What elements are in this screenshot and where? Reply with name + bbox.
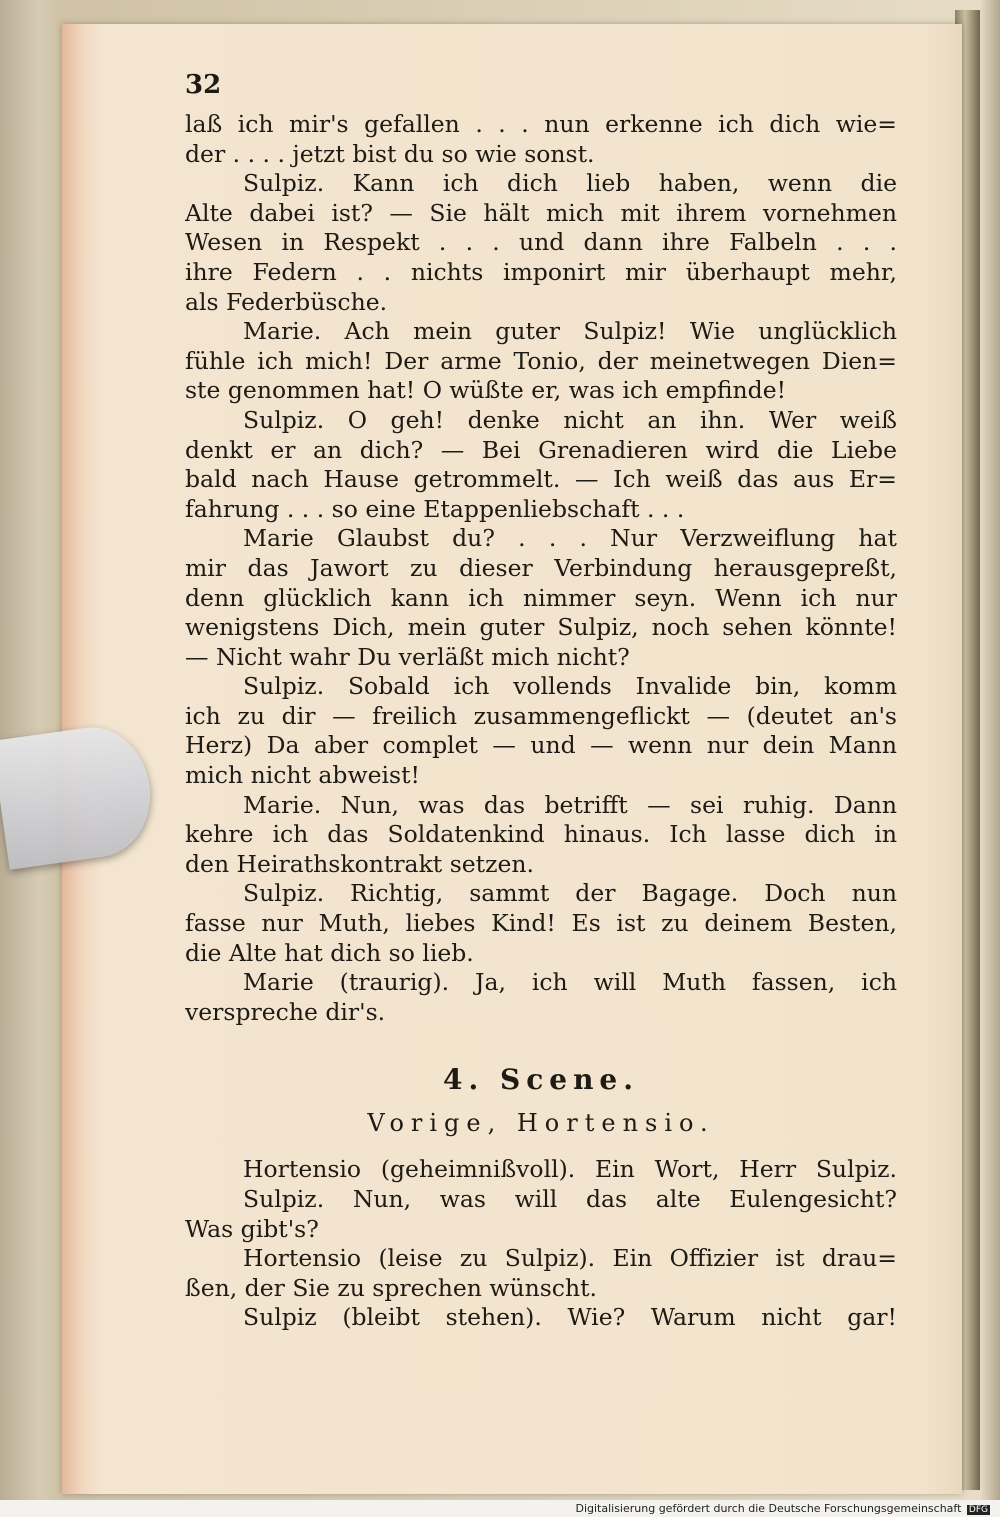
text-line: kehre ich das Soldatenkind hinaus. Ich lasse dich in [185, 820, 897, 849]
text-line: Alte dabei ist? — Sie hält mich mit ihrem vornehmen [185, 198, 897, 227]
text-line: der . . . . jetzt bist du so wie sonst. [185, 139, 595, 168]
text-line: fühle ich mich! Der arme Tonio, der meinetwegen Dien= [185, 346, 897, 375]
text-line: denkt er an dich? — Bei Grenadieren wird die Liebe [185, 435, 897, 464]
text-line: Sulpiz (bleibt stehen). Wie? Warum nicht gar! [243, 1303, 897, 1332]
text-line: verspreche dir's. [185, 997, 386, 1026]
text-line: denn glücklich kann ich nimmer seyn. Wenn ich nur [185, 583, 897, 612]
text-line: den Heirathskontrakt setzen. [185, 849, 535, 878]
dfg-badge: DFG [968, 1505, 988, 1515]
text-line: wenigstens Dich, mein guter Sulpiz, noch sehen könnte! [185, 613, 897, 642]
text-line: die Alte hat dich so lieb. [185, 938, 474, 967]
scene-heading: 4. Scene. [443, 1063, 639, 1097]
footer-credit-text: Digitalisierung gefördert durch die Deutsche Forschungsgemeinschaft [575, 1502, 962, 1515]
text-line: Sulpiz. Nun, was will das alte Eulengesicht? [243, 1185, 897, 1213]
footer-credit [575, 1502, 990, 1515]
text-line: ßen, der Sie zu sprechen wünscht. [185, 1273, 598, 1302]
page-number: 32 [185, 70, 222, 100]
text-line: Marie. Nun, was das betrifft — sei ruhig. Dann [243, 790, 897, 819]
text-line: Hortensio (leise zu Sulpiz). Ein Offizier ist drau= [243, 1244, 897, 1273]
text-line: mir das Jawort zu dieser Verbindung herausgepreßt, [185, 553, 897, 582]
text-line: fahrung . . . so eine Etappenliebschaft . . . [185, 494, 685, 523]
text-line: Sulpiz. Kann ich dich lieb haben, wenn die [243, 169, 897, 198]
text-line: Wesen in Respekt . . . und dann ihre Falbeln . . . [185, 228, 897, 257]
dialogue-block-after [185, 1155, 897, 1333]
text-line: — Nicht wahr Du verläßt mich nicht? [185, 642, 630, 671]
text-line: Sulpiz. O geh! denke nicht an ihn. Wer weiß [243, 405, 897, 434]
text-line: ich zu dir — freilich zusammengeflickt — (deutet an's [185, 701, 897, 730]
text-line: laß ich mir's gefallen . . . nun erkenne ich dich wie= [185, 110, 897, 138]
scene-persons: Vorige, Hortensio. [367, 1109, 715, 1138]
text-line: ste genommen hat! O wüßte er, was ich empfinde! [185, 376, 787, 405]
text-line: Marie (traurig). Ja, ich will Muth fassen, ich [243, 968, 897, 997]
text-line: Hortensio (geheimnißvoll). Ein Wort, Herr Sulpiz. [243, 1155, 897, 1184]
text-line: mich nicht abweist! [185, 761, 420, 790]
text-line: Was gibt's? [185, 1214, 319, 1243]
text-line: als Federbüsche. [185, 287, 388, 316]
text-line: Sulpiz. Sobald ich vollends Invalide bin, komm [243, 672, 897, 701]
text-line: ihre Federn . . nichts imponirt mir überhaupt mehr, [185, 257, 897, 286]
text-line: Sulpiz. Richtig, sammt der Bagage. Doch nun [243, 879, 897, 908]
text-line: Marie. Ach mein guter Sulpiz! Wie unglücklich [243, 317, 897, 346]
text-line: fasse nur Muth, liebes Kind! Es ist zu deinem Besten, [185, 909, 897, 938]
text-line: Marie Glaubst du? . . . Nur Verzweiflung hat [243, 524, 897, 553]
dialogue-block [185, 110, 897, 1027]
text-line: bald nach Hause getrommelt. — Ich weiß das aus Er= [185, 465, 897, 494]
page-text [185, 70, 897, 1333]
text-line: Herz) Da aber complet — und — wenn nur dein Mann [185, 731, 897, 760]
